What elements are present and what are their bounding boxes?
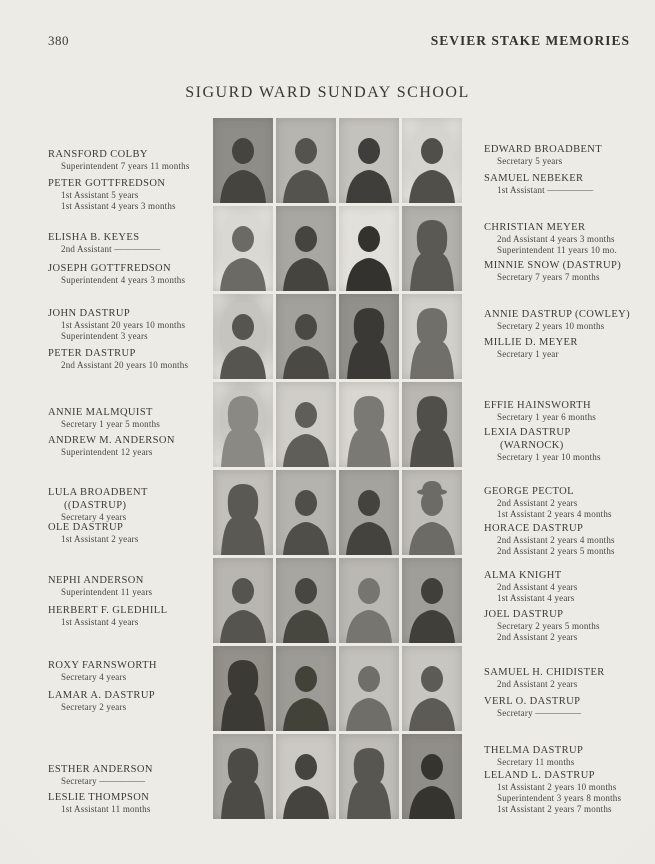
person-role: 1st Assistant ————— — [497, 185, 594, 195]
person-role: 2nd Assistant 2 years — [497, 679, 578, 689]
person-silhouette-icon — [276, 734, 336, 819]
portrait-photo-r2c3 — [339, 206, 399, 291]
person-name: JOSEPH GOTTFREDSON — [48, 263, 172, 274]
person-silhouette-icon — [339, 382, 399, 467]
person-role: Secretary 1 year 10 months — [497, 452, 601, 462]
person-name: EDWARD BROADBENT — [484, 144, 603, 155]
person-entry — [48, 434, 175, 458]
person-entry — [48, 262, 185, 286]
person-name: EFFIE HAINSWORTH — [484, 400, 591, 411]
person-silhouette-icon — [402, 470, 462, 555]
person-role: 1st Assistant 20 years 10 months — [61, 320, 186, 330]
portrait-photo-r2c1 — [213, 206, 273, 291]
portrait-photo-r8c2 — [276, 734, 336, 819]
person-role: Secretary 7 years 7 months — [497, 272, 600, 282]
portrait-photo-r5c2 — [276, 470, 336, 555]
person-role: 1st Assistant 2 years 4 months — [497, 509, 612, 519]
person-silhouette-icon — [402, 646, 462, 731]
page-title: SIGURD WARD SUNDAY SCHOOL — [185, 84, 470, 101]
person-role: Secretary ————— — [497, 708, 582, 718]
person-entry — [48, 574, 152, 598]
person-entry — [484, 695, 581, 719]
person-role: Secretary 1 year 6 months — [497, 412, 596, 422]
person-role: Secretary 4 years — [61, 512, 127, 522]
person-entry — [48, 406, 160, 430]
person-role: Superintendent 11 years — [61, 587, 153, 597]
person-role: 2nd Assistant 2 years 4 months — [497, 535, 615, 545]
portrait-photo-r1c4 — [402, 118, 462, 203]
portrait-photo-r5c4 — [402, 470, 462, 555]
person-role: 2nd Assistant 2 years 5 months — [497, 546, 615, 556]
person-name: GEORGE PECTOL — [484, 486, 574, 497]
person-role: 1st Assistant 2 years 7 months — [497, 804, 612, 814]
portrait-photo-r2c2 — [276, 206, 336, 291]
person-name: NEPHI ANDERSON — [48, 575, 144, 586]
person-entry — [484, 666, 605, 690]
person-entry — [48, 486, 148, 523]
person-silhouette-icon — [339, 118, 399, 203]
portrait-photo-r1c3 — [339, 118, 399, 203]
portrait-photo-r1c1 — [213, 118, 273, 203]
portrait-photo-r4c3 — [339, 382, 399, 467]
person-name: LEXIA DASTRUP — [484, 427, 571, 438]
person-name: MINNIE SNOW (DASTRUP) — [484, 260, 622, 271]
person-silhouette-icon — [339, 206, 399, 291]
person-role: 1st Assistant 5 years — [61, 190, 139, 200]
person-role: Superintendent 11 years 10 mo. — [497, 245, 617, 255]
person-silhouette-icon — [213, 734, 273, 819]
portrait-photo-r6c4 — [402, 558, 462, 643]
person-silhouette-icon — [339, 558, 399, 643]
person-entry — [48, 231, 160, 255]
person-role: 2nd Assistant ————— — [61, 244, 161, 254]
person-name: ROXY FARNSWORTH — [48, 660, 157, 671]
person-name-secondary: ((DASTRUP) — [64, 500, 127, 511]
person-silhouette-icon — [276, 558, 336, 643]
person-entry — [484, 485, 612, 520]
portrait-photo-r8c3 — [339, 734, 399, 819]
person-silhouette-icon — [339, 734, 399, 819]
person-role: 2nd Assistant 20 years 10 months — [61, 360, 189, 370]
person-entry — [484, 172, 593, 196]
person-entry — [48, 604, 167, 628]
person-role: Secretary 5 years — [497, 156, 563, 166]
portrait-photo-r3c1 — [213, 294, 273, 379]
running-header: SEVIER STAKE MEMORIES — [430, 33, 630, 48]
person-entry — [484, 399, 596, 423]
person-silhouette-icon — [402, 734, 462, 819]
portrait-photo-r3c4 — [402, 294, 462, 379]
person-name: ALMA KNIGHT — [484, 570, 562, 581]
person-role: Secretary 2 years — [61, 702, 127, 712]
person-role: 2nd Assistant 2 years — [497, 632, 578, 642]
person-role: 1st Assistant 2 years — [61, 534, 139, 544]
person-role: Superintendent 3 years — [61, 331, 148, 341]
person-entry — [48, 791, 151, 815]
person-role: Secretary 2 years 10 months — [497, 321, 605, 331]
person-entry — [484, 308, 630, 332]
person-role: 2nd Assistant 4 years — [497, 582, 578, 592]
person-entry — [48, 148, 190, 172]
person-entry — [484, 426, 601, 463]
portrait-photo-r7c2 — [276, 646, 336, 731]
portrait-photo-r3c3 — [339, 294, 399, 379]
person-entry — [484, 769, 621, 815]
person-silhouette-icon — [402, 294, 462, 379]
person-role: Secretary 2 years 5 months — [497, 621, 600, 631]
person-role: Secretary 1 year 5 months — [61, 419, 160, 429]
person-silhouette-icon — [213, 470, 273, 555]
person-silhouette-icon — [276, 470, 336, 555]
portrait-photo-r8c4 — [402, 734, 462, 819]
person-name: OLE DASTRUP — [48, 522, 124, 533]
person-entry — [484, 744, 583, 768]
person-role: Superintendent 4 years 3 months — [61, 275, 186, 285]
person-entry — [48, 307, 185, 342]
person-name: PETER GOTTFREDSON — [48, 178, 166, 189]
person-role: Superintendent 7 years 11 months — [61, 161, 190, 171]
person-name: VERL O. DASTRUP — [484, 696, 581, 707]
portrait-photo-r8c1 — [213, 734, 273, 819]
portrait-photo-r6c1 — [213, 558, 273, 643]
person-name: LELAND L. DASTRUP — [484, 770, 595, 781]
person-silhouette-icon — [276, 382, 336, 467]
portrait-photo-r3c2 — [276, 294, 336, 379]
person-name: LAMAR A. DASTRUP — [48, 690, 156, 701]
person-entry — [484, 336, 578, 360]
portrait-photo-r6c3 — [339, 558, 399, 643]
photo-grid — [213, 118, 462, 819]
person-role: Superintendent 12 years — [61, 447, 153, 457]
person-role: Superintendent 3 years 8 months — [497, 793, 622, 803]
person-role: 1st Assistant 4 years — [61, 617, 139, 627]
person-entry — [48, 521, 138, 545]
person-name: THELMA DASTRUP — [484, 745, 584, 756]
person-role: Secretary 1 year — [497, 349, 559, 359]
person-name: MILLIE D. MEYER — [484, 337, 578, 348]
portrait-photo-r4c1 — [213, 382, 273, 467]
person-entry — [48, 763, 153, 787]
person-silhouette-icon — [276, 206, 336, 291]
person-role: 2nd Assistant 4 years 3 months — [497, 234, 615, 244]
person-entry — [48, 689, 155, 713]
person-role: 1st Assistant 4 years — [497, 593, 575, 603]
portrait-photo-r1c2 — [276, 118, 336, 203]
person-name: RANSFORD COLBY — [48, 149, 148, 160]
person-entry — [484, 259, 621, 283]
portrait-photo-r5c1 — [213, 470, 273, 555]
person-silhouette-icon — [213, 558, 273, 643]
person-name: PETER DASTRUP — [48, 348, 136, 359]
person-role: 1st Assistant 11 months — [61, 804, 151, 814]
portrait-photo-r4c2 — [276, 382, 336, 467]
person-name: SAMUEL NEBEKER — [484, 173, 584, 184]
person-role: 1st Assistant 4 years 3 months — [61, 201, 176, 211]
person-role: Secretary ————— — [61, 776, 146, 786]
person-entry — [484, 143, 602, 167]
person-entry — [48, 659, 157, 683]
person-name-secondary: (WARNOCK) — [500, 440, 564, 451]
person-entry — [484, 221, 617, 256]
person-entry — [484, 569, 577, 604]
portrait-photo-r4c4 — [402, 382, 462, 467]
person-entry — [484, 608, 600, 643]
person-name: JOEL DASTRUP — [484, 609, 564, 620]
person-role: 2nd Assistant 2 years — [497, 498, 578, 508]
person-silhouette-icon — [213, 118, 273, 203]
person-silhouette-icon — [213, 294, 273, 379]
person-name: HERBERT F. GLEDHILL — [48, 605, 168, 616]
person-silhouette-icon — [402, 382, 462, 467]
person-name: LULA BROADBENT — [48, 487, 148, 498]
person-name: ANDREW M. ANDERSON — [48, 435, 175, 446]
person-entry — [48, 177, 176, 212]
portrait-photo-r5c3 — [339, 470, 399, 555]
person-silhouette-icon — [213, 646, 273, 731]
person-role: 1st Assistant 2 years 10 months — [497, 782, 617, 792]
person-name: ESTHER ANDERSON — [48, 764, 153, 775]
person-name: JOHN DASTRUP — [48, 308, 131, 319]
person-silhouette-icon — [276, 294, 336, 379]
person-silhouette-icon — [402, 206, 462, 291]
person-silhouette-icon — [402, 558, 462, 643]
person-name: ANNIE DASTRUP (COWLEY) — [484, 309, 631, 320]
portrait-photo-r7c4 — [402, 646, 462, 731]
portrait-photo-r7c3 — [339, 646, 399, 731]
person-name: HORACE DASTRUP — [484, 523, 584, 534]
person-silhouette-icon — [276, 118, 336, 203]
person-silhouette-icon — [339, 646, 399, 731]
person-silhouette-icon — [276, 646, 336, 731]
person-silhouette-icon — [213, 382, 273, 467]
person-silhouette-icon — [339, 470, 399, 555]
person-role: Secretary 11 months — [497, 757, 575, 767]
person-name: CHRISTIAN MEYER — [484, 222, 586, 233]
person-silhouette-icon — [213, 206, 273, 291]
person-name: SAMUEL H. CHIDISTER — [484, 667, 605, 678]
portrait-photo-r7c1 — [213, 646, 273, 731]
portrait-photo-r2c4 — [402, 206, 462, 291]
person-entry — [48, 347, 188, 371]
page-number: 380 — [48, 33, 69, 48]
person-entry — [484, 522, 615, 557]
person-name: LESLIE THOMPSON — [48, 792, 150, 803]
portrait-photo-r6c2 — [276, 558, 336, 643]
person-name: ELISHA B. KEYES — [48, 232, 140, 243]
person-name: ANNIE MALMQUIST — [48, 407, 153, 418]
person-role: Secretary 4 years — [61, 672, 127, 682]
person-silhouette-icon — [339, 294, 399, 379]
person-silhouette-icon — [402, 118, 462, 203]
